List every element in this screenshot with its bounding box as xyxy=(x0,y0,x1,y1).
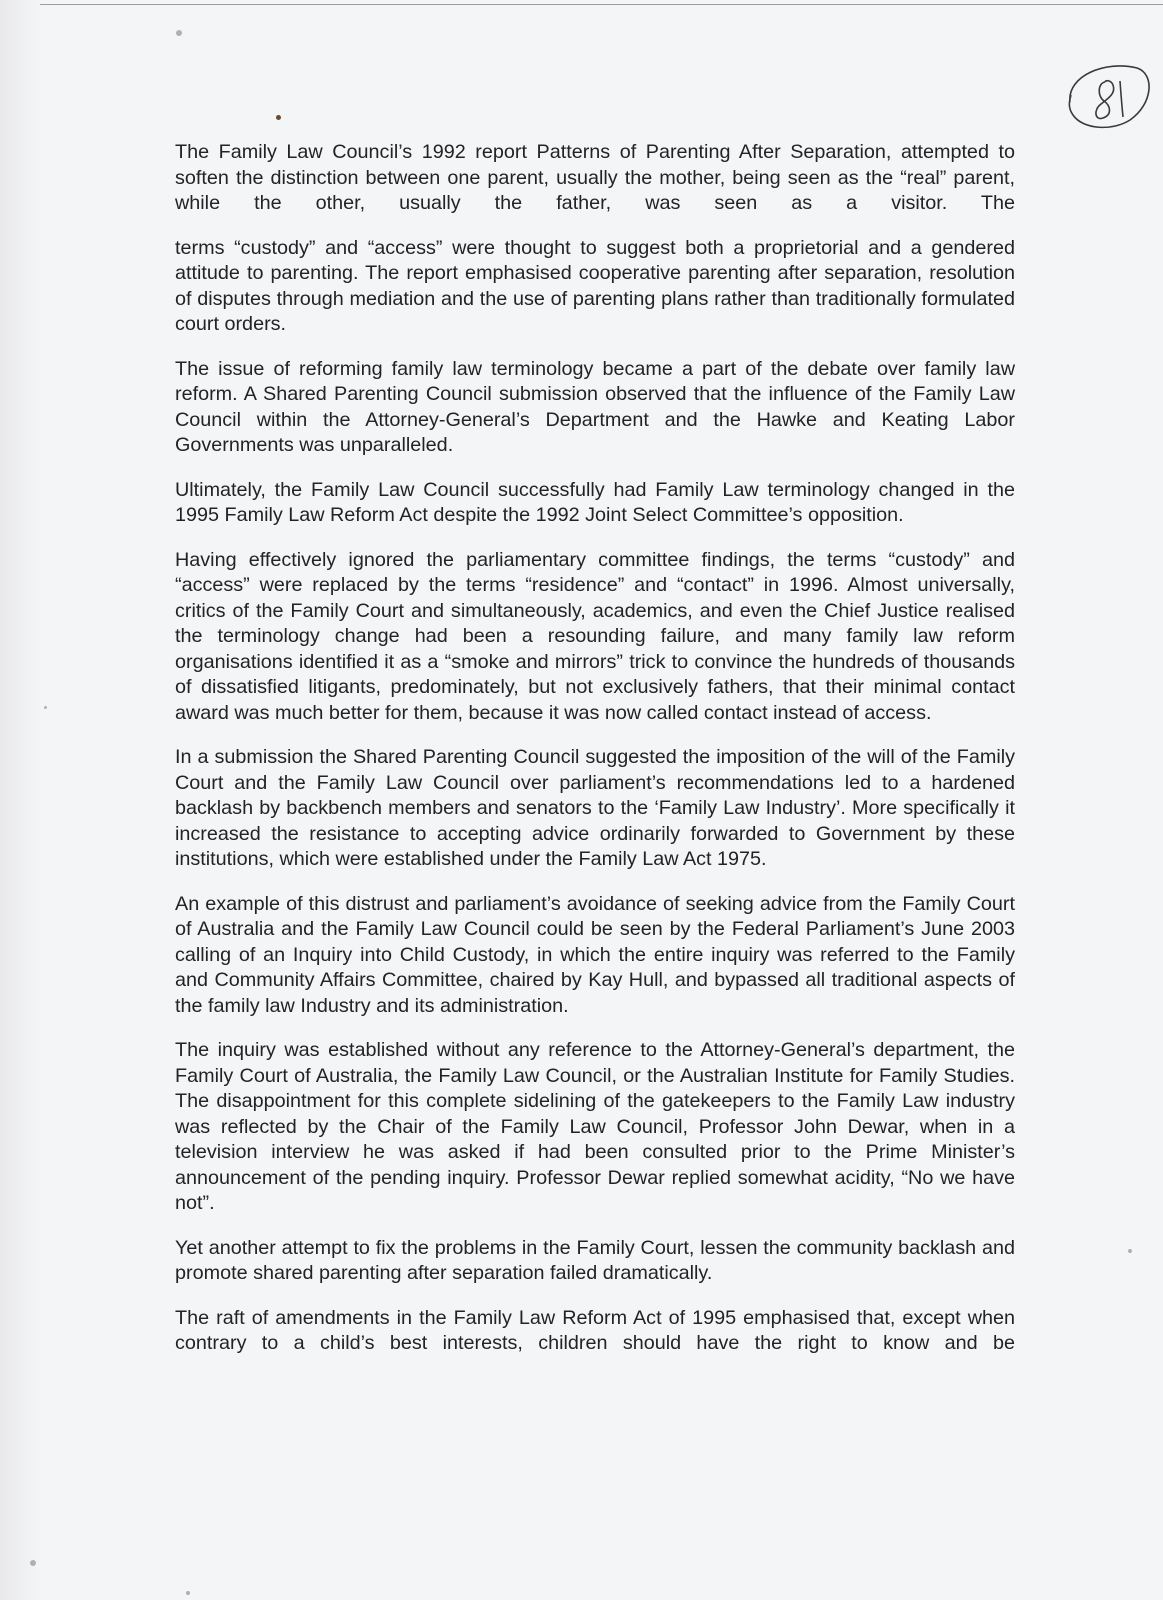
page-number-mark: 61 xyxy=(1056,53,1058,54)
paragraph: The Family Law Council’s 1992 report Patterns of Parenting After Separation, attempted to soften the distinction between one parent, usually the mother, being seen as the “real” parent, while the other, usually the father, was seen as a visitor. The xyxy=(175,141,1015,214)
scan-speck xyxy=(1128,1249,1132,1253)
paragraph: Ultimately, the Family Law Council successfully had Family Law terminology changed in the 1995 Family Law Reform Act despite the 1992 Joint Select Committee’s opposition. xyxy=(175,478,1015,526)
scan-speck xyxy=(30,1560,36,1566)
paragraph: The inquiry was established without any reference to the Attorney-General’s department, the Family Court of Australia, the Family Law Council, or the Australian Institute for Family Studies. The disappointment for this complete sidelining of the gatekeepers to the Family Law industry was reflected by the Chair of the Family Law Council, Professor John Dewar, when in a television interview he was asked if had been consulted prior to the Prime Minister’s announcement of the pending inquiry. Professor Dewar replied somewhat acidity, “No we have not”. xyxy=(175,1039,1015,1214)
scan-speck xyxy=(176,30,182,36)
paragraph: In a submission the Shared Parenting Council suggested the imposition of the will of the Family Court and the Family Law Council over parliament’s recommendations led to a hardened backlash by backbench members and senators to the ‘Family Law Industry’. More specifically it increased the resistance to accepting advice ordinarily forwarded to Government by these institutions, which were established under the Family Law Act 1975. xyxy=(175,746,1015,870)
scan-left-shadow xyxy=(0,0,42,1600)
paragraph: The raft of amendments in the Family Law Reform Act of 1995 emphasised that, except when contrary to a child’s best interests, children should have the right to know and be xyxy=(175,1306,1015,1354)
handwritten-page-number-stamp xyxy=(1055,52,1155,142)
paragraph: Yet another attempt to fix the problems in the Family Court, lessen the community backlash and promote shared parenting after separation failed dramatically. xyxy=(175,1236,1015,1284)
stray-bullet-dot xyxy=(276,115,281,120)
document-body xyxy=(175,140,1015,1376)
scan-top-edge xyxy=(40,4,1163,5)
paragraph: The issue of reforming family law terminology became a part of the debate over family law reform. A Shared Parenting Council submission observed that the influence of the Family Law Council within the Attorney-General’s Department and the Hawke and Keating Labor Governments was unparalleled. xyxy=(175,357,1015,456)
scan-speck xyxy=(44,706,47,709)
scan-speck xyxy=(186,1591,190,1595)
paragraph: terms “custody” and “access” were thought to suggest both a proprietorial and a gendered attitude to parenting. The report emphasised cooperative parenting after separation, resolution of disputes through mediation and the use of parenting plans rather than traditionally formulated court orders. xyxy=(175,236,1015,335)
paragraph: An example of this distrust and parliament’s avoidance of seeking advice from the Family Court of Australia and the Family Law Council could be seen by the Federal Parliament’s June 2003 calling of an Inquiry into Child Custody, in which the entire inquiry was referred to the Family and Community Affairs Committee, chaired by Kay Hull, and bypassed all traditional aspects of the family law Industry and its administration. xyxy=(175,892,1015,1017)
paragraph: Having effectively ignored the parliamentary committee findings, the terms “custody” and “access” were replaced by the terms “residence” and “contact” in 1996. Almost universally, critics of the Family Court and simultaneously, academics, and even the Chief Justice realised the terminology change had been a resounding failure, and many family law reform organisations identified it as a “smoke and mirrors” trick to convince the hundreds of thousands of dissatisfied litigants, predominately, but not exclusively fathers, that their minimal contact award was much better for them, because it was now called contact instead of access. xyxy=(175,548,1015,724)
